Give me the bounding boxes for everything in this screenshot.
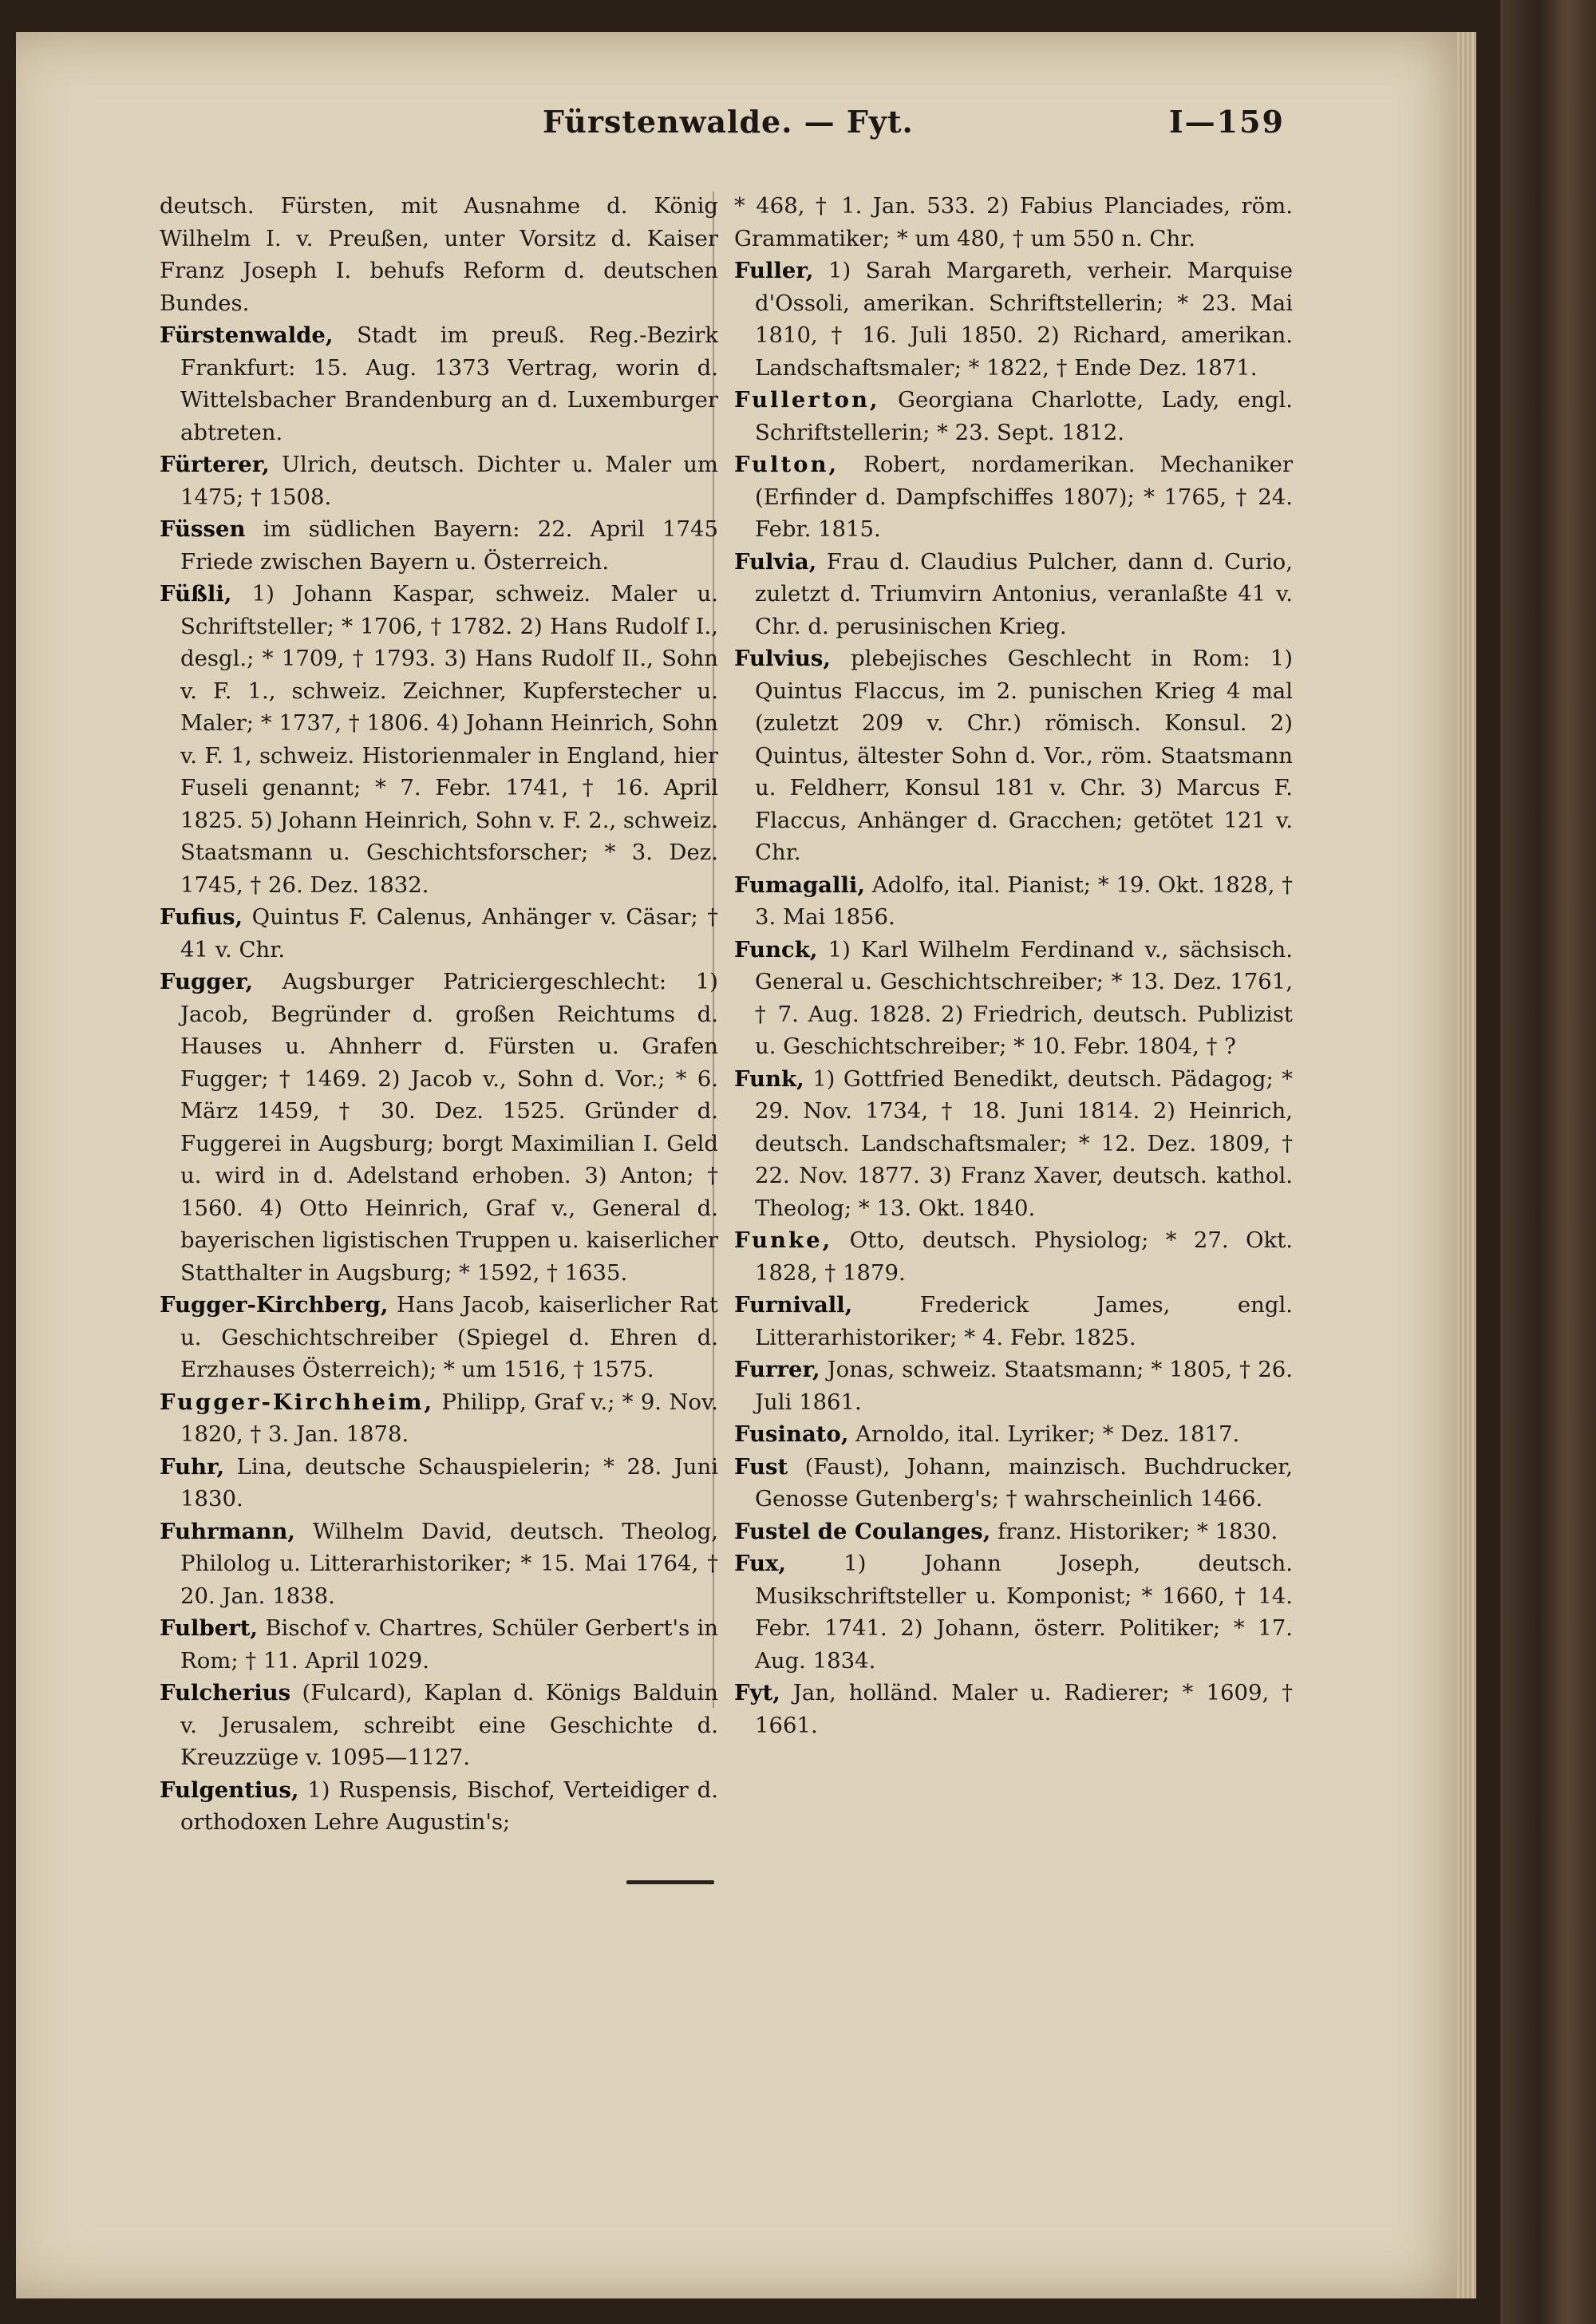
entry-headword: Fustel de Coulanges, <box>734 1518 991 1544</box>
entry-headword: Fugger-Kirchberg, <box>160 1292 389 1318</box>
entry <box>734 449 1293 546</box>
entry-headword: Fux, <box>734 1551 787 1576</box>
entry-headword: Fulbert, <box>160 1615 258 1641</box>
running-head: Fürstenwalde. — Fyt. <box>543 104 914 140</box>
entry <box>734 1063 1293 1225</box>
entry <box>734 384 1293 449</box>
left-column <box>160 190 718 1839</box>
entry <box>160 966 718 1289</box>
entry-headword: Furrer, <box>734 1357 820 1382</box>
entry-text: 1) Ruspensis, Bischof, Verteidiger d. orthodoxen Lehre Augustin's; <box>180 1777 718 1835</box>
entry-text: Robert, nordamerikan. Mechaniker (Erfinder d. Dampfschiffes 1807); * 1765, † 24. Febr. 1815. <box>755 452 1294 542</box>
entry <box>160 578 718 901</box>
entry <box>160 190 718 319</box>
entry-headword: Fulvius, <box>734 646 831 671</box>
entry-text: 1) Johann Kaspar, schweiz. Maler u. Schriftsteller; * 1706, † 1782. 2) Hans Rudolf I., desgl.; * 1709, † 1793. 3) Hans Rudolf II., Sohn v. F. 1., schweiz. Zeichner, Kupferstecher u. Maler; * 1737, † 1806. 4) Johann Heinrich, Sohn v. F. 1, schweiz. Historienmaler in England, hier Fuseli genannt; * 7. Febr. 1741, † 16. April 1825. 5) Johann Heinrich, Sohn v. F. 2., schweiz. Staatsmann u. Geschichtsforscher; * 3. Dez. 1745, † 26. Dez. 1832. <box>180 581 718 898</box>
entry-text: franz. Historiker; * 1830. <box>998 1518 1278 1544</box>
entry-headword: Fulcherius <box>160 1680 291 1705</box>
entry-text: Frederick James, engl. Litterarhistoriker; * 4. Febr. 1825. <box>755 1292 1293 1350</box>
entry <box>160 1451 718 1516</box>
entry <box>734 869 1293 934</box>
entry-text: Frau d. Claudius Pulcher, dann d. Curio, zuletzt d. Triumvirn Antonius, veranlaßte 41 v. Chr. d. perusinischen Krieg. <box>755 548 1293 639</box>
entry-text: Georgiana Charlotte, Lady, engl. Schriftstellerin; * 23. Sept. 1812. <box>755 387 1293 445</box>
entry-text: Otto, deutsch. Physiolog; * 27. Okt. 1828, † 1879. <box>755 1227 1293 1286</box>
entry-text: im südlichen Bayern: 22. April 1745 Friede zwischen Bayern u. Österreich. <box>180 516 718 575</box>
entry <box>160 513 718 578</box>
entry-text: 1) Gottfried Benedikt, deutsch. Pädagog; * 29. Nov. 1734, † 18. Juni 1814. 2) Heinrich, deutsch. Landschaftsmaler; * 12. Dez. 1809, † 22. Nov. 1877. 3) Franz Xaver, deutsch. kathol. Theolog; * 13. Okt. 1840. <box>755 1065 1293 1221</box>
entry-headword: Fusinato, <box>734 1421 849 1447</box>
entry-text: deutsch. Fürsten, mit Ausnahme d. König Wilhelm I. v. Preußen, unter Vorsitz d. Kaiser Franz Joseph I. behufs Reform d. deutschen Bundes. <box>160 193 718 316</box>
entry <box>160 319 718 449</box>
entry-headword: Funck, <box>734 936 818 962</box>
page-header <box>543 104 1285 152</box>
entry-text: Adolfo, ital. Pianist; * 19. Okt. 1828, † 3. Mai 1856. <box>755 872 1293 930</box>
entry-text: Quintus F. Calenus, Anhänger v. Cäsar; † 41 v. Chr. <box>180 904 718 962</box>
entry-headword: Fugger, <box>160 969 254 994</box>
entry <box>734 1418 1293 1451</box>
entry-headword: Fufius, <box>160 904 243 930</box>
entry <box>734 1289 1293 1354</box>
entry-text: 1) Sarah Margareth, verheir. Marquise d'Ossoli, amerikan. Schriftstellerin; * 23. Mai 1810, † 16. Juli 1850. 2) Richard, amerikan. Landschaftsmaler; * 1822, † Ende Dez. 1871. <box>755 258 1293 381</box>
entry-headword: Fulton, <box>734 452 839 477</box>
entry <box>734 546 1293 643</box>
entry <box>160 1516 718 1613</box>
page-number: I—159 <box>1168 104 1285 140</box>
entry-headword: Funke, <box>734 1227 833 1253</box>
entry-text: Hans Jacob, kaiserlicher Rat u. Geschichtschreiber (Spiegel d. Ehren d. Erzhauses Österreich); * um 1516, † 1575. <box>180 1292 718 1382</box>
entry-headword: Fürstenwalde, <box>160 322 334 348</box>
entry-headword: Fugger-Kirchheim, <box>160 1389 435 1415</box>
entry-headword: Füssen <box>160 516 246 542</box>
entry <box>734 1354 1293 1418</box>
entry <box>160 1612 718 1677</box>
entry-headword: Fulvia, <box>734 548 817 575</box>
entry <box>160 901 718 966</box>
entry-headword: Furnivall, <box>734 1292 853 1318</box>
entry-text: Augsburger Patriciergeschlecht: 1) Jacob, Begründer d. großen Reichtums d. Hauses u. Ahnherr d. Fürsten u. Grafen Fugger; † 1469. 2) Jacob v., Sohn d. Vor.; * 6. März 1459, † 30. Dez. 1525. Gründer d. Fuggerei in Augsburg; borgt Maximilian I. Geld u. wird in d. Adelstand erhoben. 3) Anton; † 1560. 4) Otto Heinrich, Graf v., General d. bayerischen ligistischen Truppen u. kaiserlicher Statthalter in Augsburg; * 1592, † 1635. <box>180 969 718 1286</box>
entry-headword: Fulgentius, <box>160 1777 299 1803</box>
entry-text: Philipp, Graf v.; * 9. Nov. 1820, † 3. Jan. 1878. <box>180 1389 718 1447</box>
entry <box>160 1289 718 1386</box>
entry-headword: Funk, <box>734 1065 804 1092</box>
entry <box>160 1677 718 1774</box>
page-edge-stack <box>1457 32 1476 2298</box>
entry-headword: Fürterer, <box>160 452 270 477</box>
entry <box>734 934 1293 1063</box>
entry-text: Jonas, schweiz. Staatsmann; * 1805, † 26. Juli 1861. <box>755 1357 1293 1415</box>
entry <box>734 255 1293 384</box>
entry-text: (Fulcard), Kaplan d. Königs Balduin v. Jerusalem, schreibt eine Geschichte d. Kreuzzüge v. 1095—1127. <box>180 1680 718 1770</box>
entry-text: Jan, holländ. Maler u. Radierer; * 1609, † 1661. <box>755 1680 1293 1738</box>
right-column <box>734 190 1293 1741</box>
entry-text: Arnoldo, ital. Lyriker; * Dez. 1817. <box>855 1421 1240 1447</box>
entry-headword: Fyt, <box>734 1680 780 1705</box>
entry-text: Lina, deutsche Schauspielerin; * 28. Juni 1830. <box>180 1453 719 1512</box>
entry <box>734 1451 1293 1516</box>
entry <box>734 1224 1293 1289</box>
entry-text: Ulrich, deutsch. Dichter u. Maler um 1475; † 1508. <box>180 452 718 510</box>
entry-text: Wilhelm David, deutsch. Theolog, Philolog u. Litterarhistoriker; * 15. Mai 1764, † 20. Jan. 1838. <box>180 1518 719 1609</box>
book-spine <box>1500 0 1596 2324</box>
entry-text: 1) Johann Joseph, deutsch. Musikschriftsteller u. Komponist; * 1660, † 14. Febr. 1741. 2) Johann, österr. Politiker; * 17. Aug. 1834. <box>755 1551 1293 1674</box>
end-rule <box>626 1880 714 1884</box>
entry <box>734 1677 1293 1741</box>
entry <box>160 1386 718 1451</box>
entry-headword: Fuller, <box>734 258 814 283</box>
entry <box>160 1774 718 1839</box>
entry-text: (Faust), Johann, mainzisch. Buchdrucker, Genosse Gutenberg's; † wahrscheinlich 1466. <box>755 1453 1293 1512</box>
entry-headword: Fuhr, <box>160 1453 225 1480</box>
entry-headword: Fullerton, <box>734 387 880 413</box>
entry-headword: Füßli, <box>160 581 232 607</box>
entry <box>160 449 718 513</box>
entry-headword: Fumagalli, <box>734 872 865 898</box>
entry <box>734 1547 1293 1677</box>
entry <box>734 1516 1293 1548</box>
entry <box>734 642 1293 869</box>
entry-text: 1) Karl Wilhelm Ferdinand v., sächsisch. General u. Geschichtschreiber; * 13. Dez. 1761, † 7. Aug. 1828. 2) Friedrich, deutsch. Publizist u. Geschichtschreiber; * 10. Febr. 1804, † ? <box>755 936 1293 1059</box>
entry-text: plebejisches Geschlecht in Rom: 1) Quintus Flaccus, im 2. punischen Krieg 4 mal (zuletzt 209 v. Chr.) römisch. Konsul. 2) Quintus, ältester Sohn d. Vor., röm. Staatsmann u. Feldherr, Konsul 181 v. Chr. 3) Marcus F. Flaccus, Anhänger d. Gracchen; getötet 121 v. Chr. <box>755 646 1293 865</box>
entry-text: * 468, † 1. Jan. 533. 2) Fabius Planciades, röm. Grammatiker; * um 480, † um 550 n. Chr. <box>734 193 1293 251</box>
entry-headword: Fust <box>734 1453 788 1480</box>
entry-text: Stadt im preuß. Reg.-Bezirk Frankfurt: 15. Aug. 1373 Vertrag, worin d. Wittelsbacher Brandenburg an d. Luxemburger abtreten. <box>180 322 719 445</box>
entry-text: Bischof v. Chartres, Schüler Gerbert's in Rom; † 11. April 1029. <box>180 1615 719 1674</box>
entry <box>734 190 1293 255</box>
entry-headword: Fuhrmann, <box>160 1518 295 1544</box>
